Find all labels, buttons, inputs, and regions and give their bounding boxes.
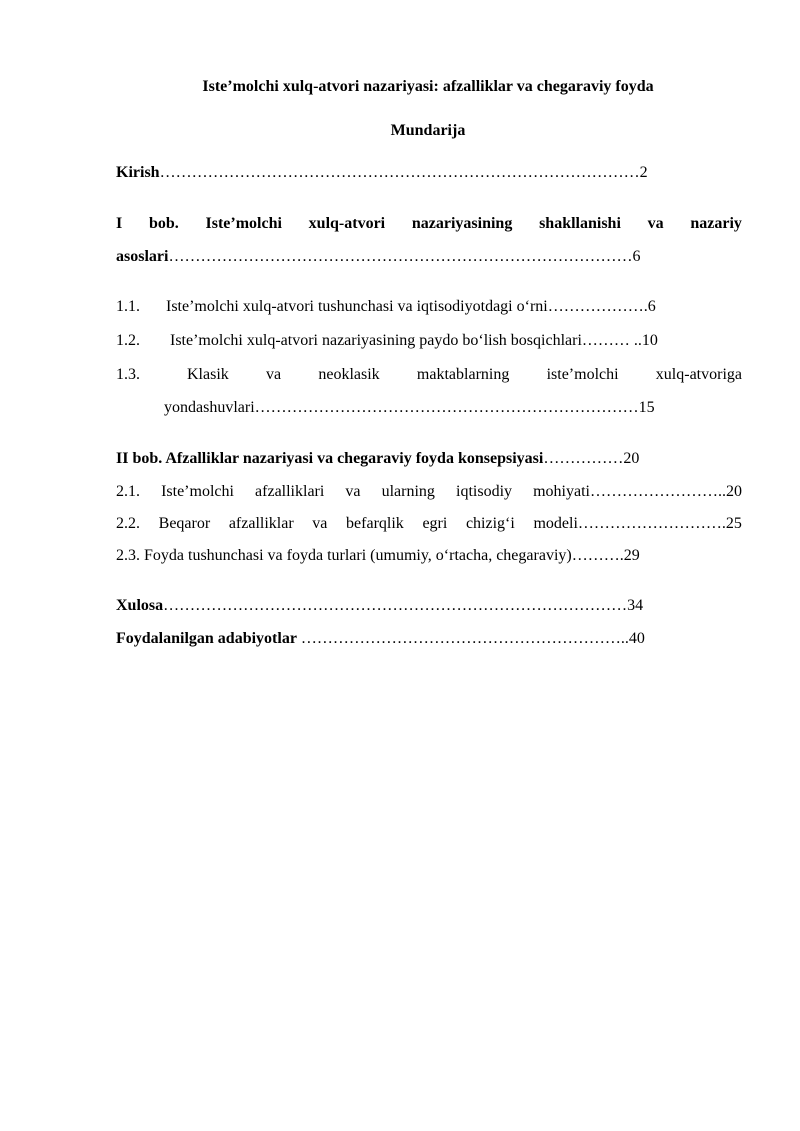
- toc-word: iqtisodiy: [456, 483, 513, 500]
- toc-word: shakllanishi: [539, 215, 621, 232]
- toc-page-number: 20: [623, 450, 640, 467]
- toc-page-number: 6: [647, 298, 656, 315]
- toc-entry-text: 2.3. Foyda tushunchasi va foyda turlari (umumiy, o‘rtacha, chegaraviy): [116, 547, 572, 564]
- toc-entry-1-2[interactable]: [116, 331, 658, 351]
- toc-word: nazariyasining: [411, 215, 513, 232]
- toc-heading: Mundarija: [390, 122, 466, 139]
- toc-entry-text: Iste’molchi xulq-atvori nazariyasining paydo bo‘lish bosqichlari: [170, 332, 582, 349]
- toc-word: nazariy: [690, 215, 742, 232]
- toc-entry-chapter1-line1[interactable]: [116, 214, 742, 234]
- toc-entry-2-1[interactable]: [116, 482, 742, 502]
- toc-entry-text: Iste’molchi xulq-atvori tushunchasi va iqtisodiyotdagi o‘rni: [166, 298, 548, 315]
- toc-leader: ……… ..: [581, 332, 642, 349]
- toc-entry-conclusion[interactable]: [116, 596, 643, 616]
- toc-word: Iste’molchi: [205, 215, 282, 232]
- toc-word: bob.: [148, 215, 179, 232]
- toc-entry-label: Xulosa: [116, 597, 164, 614]
- toc-word: Klasik: [187, 366, 229, 383]
- toc-page-number: 34: [627, 597, 644, 614]
- toc-word: va: [312, 515, 328, 532]
- toc-word: egri: [422, 515, 448, 532]
- toc-word: chizig‘i: [465, 515, 515, 532]
- toc-entry-references[interactable]: [116, 629, 645, 649]
- toc-entry-intro[interactable]: [116, 163, 648, 183]
- toc-word: 2.1.: [116, 483, 140, 500]
- toc-word: mohiyati……………………..20: [533, 483, 742, 500]
- toc-entry-1-3-number: [116, 365, 140, 385]
- toc-word: afzalliklari: [255, 483, 325, 500]
- toc-page-number: 40: [628, 630, 645, 647]
- toc-page-number: 29: [623, 547, 640, 564]
- toc-leader: ……………………………………………………..: [296, 630, 629, 647]
- toc-entry-text: yondashuvlari: [164, 399, 255, 416]
- toc-entry-2-3[interactable]: [116, 546, 640, 566]
- toc-word: va: [345, 483, 361, 500]
- toc-section-number: 1.3.: [116, 366, 140, 383]
- toc-leader: ………………………………………………………………: [254, 399, 639, 416]
- toc-entry-1-1[interactable]: [116, 297, 656, 317]
- toc-page-number: 15: [638, 399, 655, 416]
- toc-section-number: 1.1.: [116, 298, 140, 315]
- toc-word: afzalliklar: [228, 515, 294, 532]
- toc-entry-chapter1-line2[interactable]: [116, 247, 640, 267]
- toc-entry-chapter2[interactable]: [116, 449, 639, 469]
- toc-word: iste’molchi: [546, 366, 619, 383]
- toc-word: neoklasik: [318, 366, 380, 383]
- toc-word: xulq-atvori: [308, 215, 386, 232]
- toc-entry-label: Foydalanilgan adabiyotlar: [116, 630, 297, 647]
- toc-entry-1-3-line2[interactable]: [164, 398, 655, 418]
- toc-word: va: [647, 215, 664, 232]
- toc-word: xulq-atvoriga: [655, 366, 742, 383]
- toc-entry-1-3-line1[interactable]: [187, 365, 742, 385]
- toc-entry-label: Kirish: [116, 164, 160, 181]
- toc-page-number: 10: [641, 332, 658, 349]
- toc-page-number: 2: [639, 164, 648, 181]
- toc-leader: ……….: [571, 547, 624, 564]
- toc-leader: ……………: [543, 450, 624, 467]
- toc-leader: ……………………………………………………………………………: [168, 248, 633, 265]
- toc-word: Iste’molchi: [161, 483, 234, 500]
- toc-word: maktablarning: [416, 366, 510, 383]
- toc-leader: ……………….: [547, 298, 648, 315]
- toc-leader: ………………………………………………………………………………: [159, 164, 640, 181]
- toc-word: befarqlik: [346, 515, 404, 532]
- toc-word: ularning: [381, 483, 435, 500]
- toc-word: I: [116, 215, 123, 232]
- toc-entry-2-2[interactable]: [116, 514, 742, 534]
- document-title: Iste’molchi xulq-atvori nazariyasi: afzalliklar va chegaraviy foyda: [202, 78, 654, 95]
- toc-entry-label: asoslari: [116, 248, 169, 265]
- toc-word: Beqaror: [158, 515, 211, 532]
- toc-word: 2.2.: [116, 515, 140, 532]
- toc-leader: ……………………………………………………………………………: [163, 597, 628, 614]
- toc-entry-label: II bob. Afzalliklar nazariyasi va chegaraviy foyda konsepsiyasi: [116, 450, 544, 467]
- toc-word: va: [266, 366, 282, 383]
- toc-page-number: 6: [632, 248, 641, 265]
- toc-section-number: 1.2.: [116, 332, 140, 349]
- toc-word: modeli……………………….25: [533, 515, 742, 532]
